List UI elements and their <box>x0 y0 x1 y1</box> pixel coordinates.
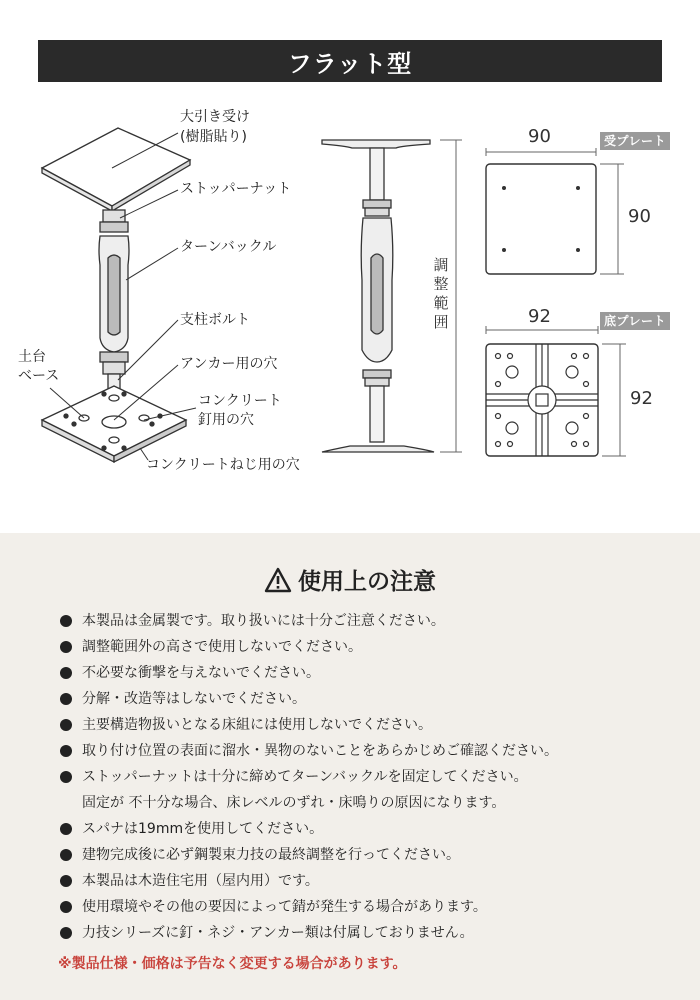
adjust-range-char: 範 <box>433 294 449 312</box>
base-plate-tag: 底プレート <box>600 312 670 330</box>
label-top-plate: 大引き受け <box>180 109 250 125</box>
bullet-icon <box>60 875 72 887</box>
bullet-icon <box>60 849 72 861</box>
bullet-icon <box>60 667 72 679</box>
label-support-bolt: 支柱ボルト <box>180 312 250 328</box>
label-concrete-screw: コンクリートねじ用の穴 <box>146 457 300 473</box>
bullet-icon <box>60 719 72 731</box>
bullet-icon <box>60 823 72 835</box>
section-title: フラット型 <box>38 40 662 82</box>
list-item-text: スパナは19mmを使用してください。 <box>82 821 324 837</box>
list-item <box>60 660 680 686</box>
top-plate-plan <box>486 164 596 274</box>
list-item-text: 主要構造物扱いとなる床組には使用しないでください。 <box>82 717 432 733</box>
label-top-plate-sub: (樹脂貼り) <box>180 129 247 145</box>
label-base-2: ベース <box>18 368 60 384</box>
list-item-text: ストッパーナットは十分に締めてターンバックルを固定してください。 <box>82 769 528 785</box>
bullet-icon <box>60 901 72 913</box>
list-item-text: 本製品は金属製です。取り扱いには十分ご注意ください。 <box>82 613 445 629</box>
list-item-text: 不必要な衝撃を与えないでください。 <box>82 665 320 681</box>
list-item-text: 調整範囲外の高さで使用しないでください。 <box>82 639 362 655</box>
bullet-icon <box>60 771 72 783</box>
label-concrete-nail-1: コンクリート <box>198 393 282 409</box>
top-plate-height: 90 <box>628 206 651 227</box>
notice-heading <box>0 563 700 596</box>
usage-notice-section <box>0 533 700 1000</box>
label-concrete-nail-2: 釘用の穴 <box>198 412 254 428</box>
list-item-text: 本製品は木造住宅用（屋内用）です。 <box>82 873 319 889</box>
list-item-text: 建物完成後に必ず鋼製束力技の最終調整を行ってください。 <box>82 847 460 863</box>
list-item <box>60 816 680 842</box>
list-item <box>60 842 680 868</box>
list-item-text: 分解・改造等はしないでください。 <box>82 691 306 707</box>
list-item <box>60 634 680 660</box>
label-base-1: 土台 <box>18 349 46 365</box>
footnote: ※製品仕様・価格は予告なく変更する場合があります。 <box>58 956 407 972</box>
label-stopper-nut: ストッパーナット <box>180 181 292 197</box>
list-item <box>60 868 680 894</box>
label-anchor-hole: アンカー用の穴 <box>180 356 278 372</box>
bullet-icon <box>60 641 72 653</box>
list-item <box>60 738 680 764</box>
adjust-range-char: 調 <box>433 256 449 274</box>
list-item <box>60 686 680 712</box>
adjust-range-char: 囲 <box>433 313 449 331</box>
list-item <box>60 920 680 946</box>
label-turnbuckle: ターンバックル <box>180 239 277 255</box>
bullet-icon <box>60 615 72 627</box>
base-plate-height: 92 <box>630 388 653 409</box>
adjust-range-char: 整 <box>433 275 449 293</box>
bullet-icon <box>60 693 72 705</box>
list-item <box>60 608 680 634</box>
list-item-text: 取り付け位置の表面に溜水・異物のないことをあらかじめご確認ください。 <box>82 743 558 759</box>
adjust-range-label <box>432 256 450 332</box>
bullet-icon <box>60 745 72 757</box>
list-item-text: 力技シリーズに釘・ネジ・アンカー類は付属しておりません。 <box>82 925 474 941</box>
top-plate-shape <box>42 128 190 206</box>
warning-triangle-icon <box>264 567 292 593</box>
list-item-text: 使用環境やその他の要因によって錆が発生する場合があります。 <box>82 899 487 915</box>
top-plate-tag: 受プレート <box>600 132 670 150</box>
list-item-subtext: 固定が 不十分な場合、床レベルのずれ・床鳴りの原因になります。 <box>82 795 506 811</box>
list-item <box>60 712 680 738</box>
base-plate-shape <box>42 386 186 456</box>
notice-heading-text: 使用上の注意 <box>298 569 436 595</box>
base-plate-width: 92 <box>528 306 551 327</box>
list-item <box>60 894 680 920</box>
notice-list <box>60 608 680 946</box>
top-plate-width: 90 <box>528 126 551 147</box>
bullet-icon <box>60 927 72 939</box>
list-item <box>60 764 680 816</box>
